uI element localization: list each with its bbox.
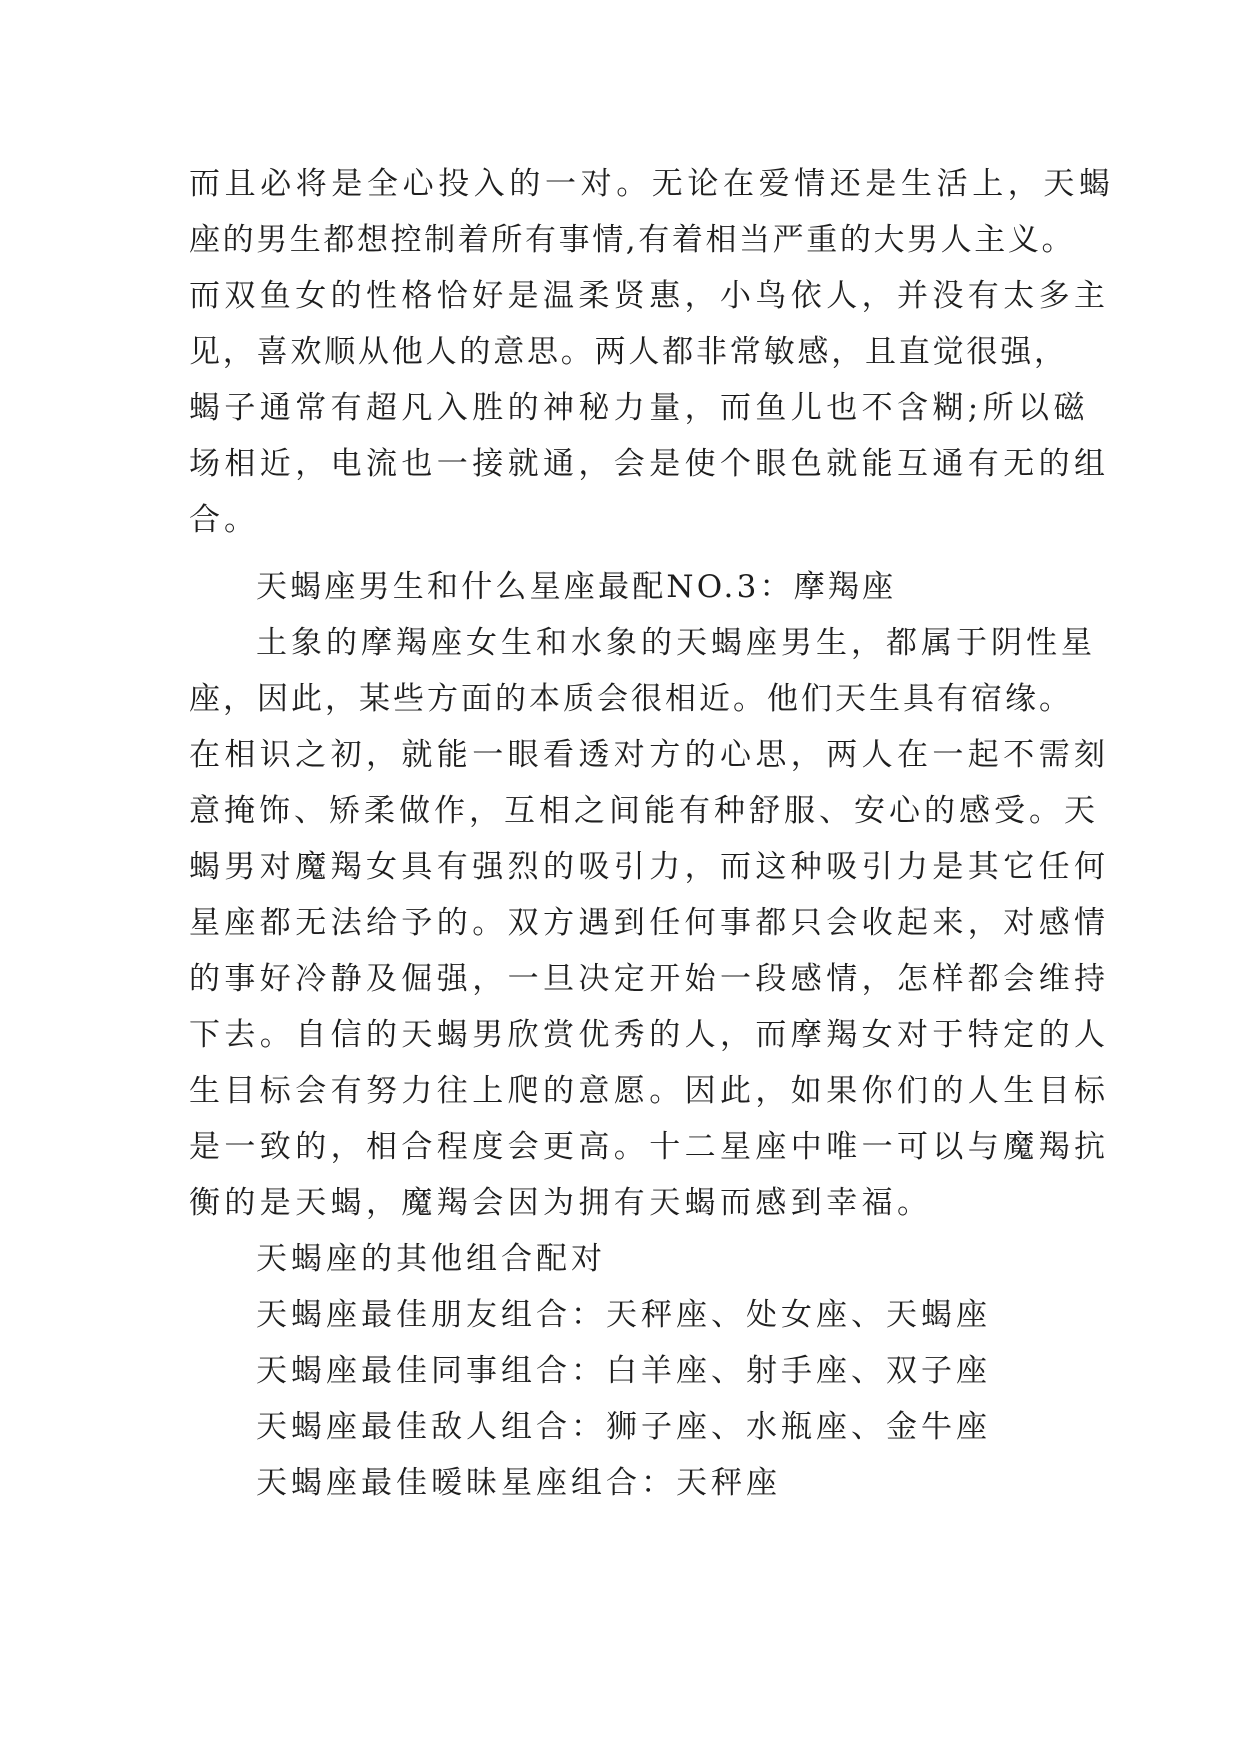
paragraph-line: 蝎男对魔羯女具有强烈的吸引力，而这种吸引力是其它任何 [189,849,1110,885]
paragraph-line: 在相识之初，就能一眼看透对方的心思，两人在一起不需刻 [189,737,1110,773]
paragraph-line: 土象的摩羯座女生和水象的天蝎座男生，都属于阴性星 [256,625,1096,661]
paragraph-line: 而双鱼女的性格恰好是温柔贤惠，小鸟依人，并没有太多主 [189,278,1110,314]
paragraph-line: 合。 [189,502,259,538]
section-heading: 天蝎座男生和什么星座最配NO.3：摩羯座 [256,569,897,605]
paragraph-line: 意掩饰、矫柔做作，互相之间能有种舒服、安心的感受。天 [189,793,1099,829]
paragraph-line: 的事好冷静及倔强，一旦决定开始一段感情，怎样都会维持 [189,961,1110,997]
list-item: 天蝎座最佳同事组合：白羊座、射手座、双子座 [256,1353,991,1389]
paragraph-line: 生目标会有努力往上爬的意愿。因此，如果你们的人生目标 [189,1073,1110,1109]
list-item: 天蝎座最佳暧昧星座组合：天秤座 [256,1465,781,1501]
paragraph-line: 是一致的，相合程度会更高。十二星座中唯一可以与魔羯抗 [189,1129,1110,1165]
paragraph-line: 场相近，电流也一接就通，会是使个眼色就能互通有无的组 [189,446,1110,482]
paragraph-line: 星座都无法给予的。双方遇到任何事都只会收起来，对感情 [189,905,1110,941]
list-item: 天蝎座最佳朋友组合：天秤座、处女座、天蝎座 [256,1297,991,1333]
paragraph-line: 衡的是天蝎，魔羯会因为拥有天蝎而感到幸福。 [189,1185,933,1221]
paragraph-line: 座，因此，某些方面的本质会很相近。他们天生具有宿缘。 [189,681,1073,717]
paragraph-line: 下去。自信的天蝎男欣赏优秀的人，而摩羯女对于特定的人 [189,1017,1110,1053]
paragraph-line: 座的男生都想控制着所有事情,有着相当严重的大男人主义。 [189,222,1076,258]
section-heading: 天蝎座的其他组合配对 [256,1241,606,1277]
list-item: 天蝎座最佳敌人组合：狮子座、水瓶座、金牛座 [256,1409,991,1445]
paragraph-line: 蝎子通常有超凡入胜的神秘力量，而鱼儿也不含糊;所以磁 [189,390,1089,426]
paragraph-line: 见，喜欢顺从他人的意思。两人都非常敏感，且直觉很强， [189,334,1068,370]
paragraph-line: 而且必将是全心投入的一对。无论在爱情还是生活上，天蝎 [189,166,1115,202]
